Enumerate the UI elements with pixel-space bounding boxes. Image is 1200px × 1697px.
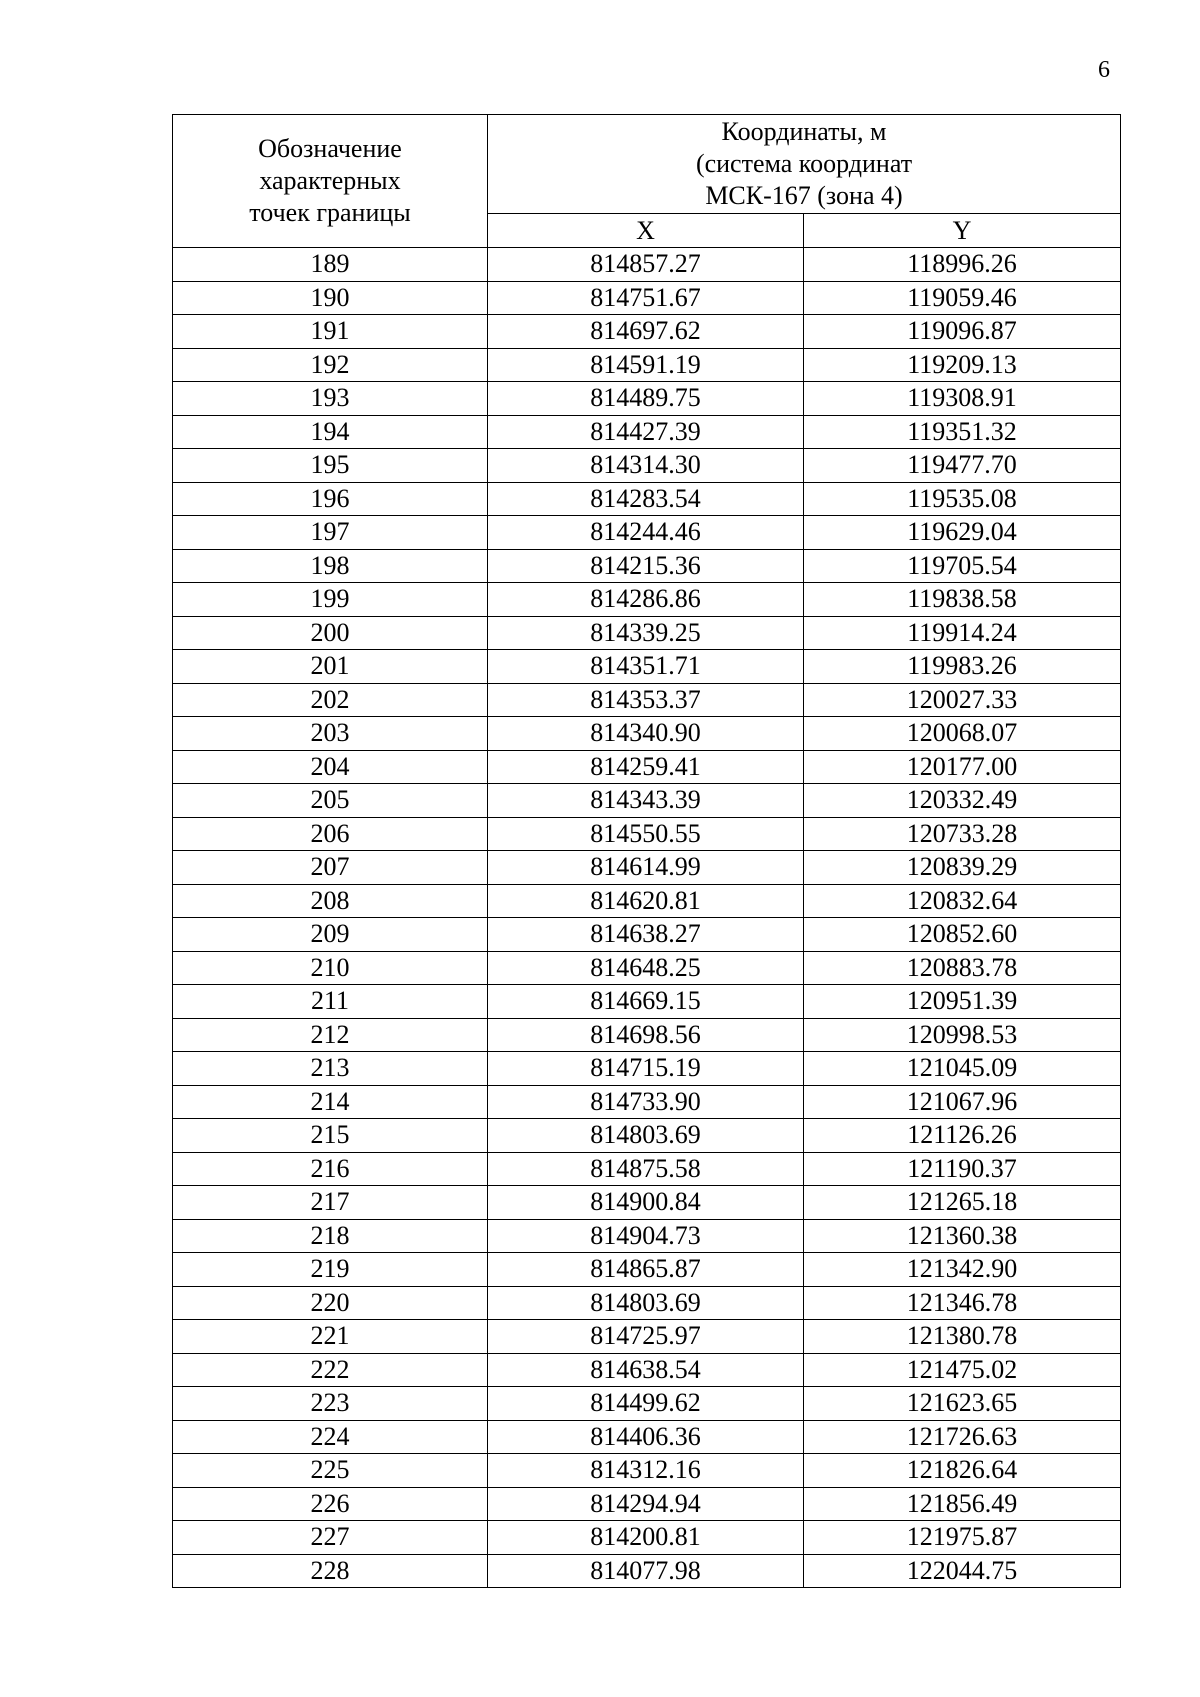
y-coordinate-cell: 121975.87	[804, 1521, 1121, 1555]
y-coordinate-cell: 119914.24	[804, 616, 1121, 650]
point-id-cell: 216	[173, 1152, 488, 1186]
point-id-cell: 203	[173, 717, 488, 751]
x-coordinate-cell: 814215.36	[488, 549, 804, 583]
table-row	[173, 1320, 1121, 1354]
y-column-header: Y	[804, 214, 1121, 248]
table-row	[173, 415, 1121, 449]
table-row	[173, 1353, 1121, 1387]
x-coordinate-cell: 814697.62	[488, 315, 804, 349]
coords-header-line-1: Координаты, м	[721, 117, 887, 146]
table-row	[173, 1554, 1121, 1588]
x-coordinate-cell: 814638.27	[488, 918, 804, 952]
table-row	[173, 1018, 1121, 1052]
x-coordinate-cell: 814406.36	[488, 1420, 804, 1454]
x-coordinate-cell: 814351.71	[488, 650, 804, 684]
point-id-cell: 189	[173, 248, 488, 282]
y-coordinate-cell: 121045.09	[804, 1052, 1121, 1086]
point-id-cell: 215	[173, 1119, 488, 1153]
table-row	[173, 650, 1121, 684]
x-coordinate-cell: 814489.75	[488, 382, 804, 416]
point-id-cell: 201	[173, 650, 488, 684]
point-id-cell: 208	[173, 884, 488, 918]
x-coordinate-cell: 814314.30	[488, 449, 804, 483]
point-id-cell: 223	[173, 1387, 488, 1421]
table-row	[173, 1420, 1121, 1454]
table-row	[173, 1253, 1121, 1287]
y-coordinate-cell: 121265.18	[804, 1186, 1121, 1220]
x-coordinate-cell: 814733.90	[488, 1085, 804, 1119]
y-coordinate-cell: 121726.63	[804, 1420, 1121, 1454]
y-coordinate-cell: 119096.87	[804, 315, 1121, 349]
point-id-cell: 217	[173, 1186, 488, 1220]
point-id-cell: 191	[173, 315, 488, 349]
table-row	[173, 717, 1121, 751]
x-coordinate-cell: 814875.58	[488, 1152, 804, 1186]
table-row	[173, 784, 1121, 818]
point-id-cell: 197	[173, 516, 488, 550]
y-coordinate-cell: 119059.46	[804, 281, 1121, 315]
table-row	[173, 985, 1121, 1019]
table-row	[173, 315, 1121, 349]
x-coordinate-cell: 814591.19	[488, 348, 804, 382]
x-coordinate-cell: 814751.67	[488, 281, 804, 315]
y-coordinate-cell: 120177.00	[804, 750, 1121, 784]
table-row	[173, 1152, 1121, 1186]
point-id-cell: 221	[173, 1320, 488, 1354]
table-row	[173, 683, 1121, 717]
point-id-cell: 207	[173, 851, 488, 885]
point-id-cell: 202	[173, 683, 488, 717]
x-coordinate-cell: 814715.19	[488, 1052, 804, 1086]
point-id-cell: 224	[173, 1420, 488, 1454]
coords-header-line-3: МСК-167 (зона 4)	[705, 181, 903, 210]
point-id-cell: 198	[173, 549, 488, 583]
table-row	[173, 281, 1121, 315]
point-id-cell: 225	[173, 1454, 488, 1488]
table-row	[173, 750, 1121, 784]
y-coordinate-cell: 122044.75	[804, 1554, 1121, 1588]
point-id-cell: 204	[173, 750, 488, 784]
x-coordinate-cell: 814427.39	[488, 415, 804, 449]
x-coordinate-cell: 814499.62	[488, 1387, 804, 1421]
table-row	[173, 449, 1121, 483]
point-id-cell: 192	[173, 348, 488, 382]
table-row	[173, 382, 1121, 416]
x-coordinate-cell: 814904.73	[488, 1219, 804, 1253]
y-coordinate-cell: 120839.29	[804, 851, 1121, 885]
point-id-cell: 218	[173, 1219, 488, 1253]
x-coordinate-cell: 814803.69	[488, 1119, 804, 1153]
table-row	[173, 248, 1121, 282]
y-coordinate-cell: 121360.38	[804, 1219, 1121, 1253]
table-row	[173, 549, 1121, 583]
table-row	[173, 1186, 1121, 1220]
x-coordinate-cell: 814857.27	[488, 248, 804, 282]
y-coordinate-cell: 121067.96	[804, 1085, 1121, 1119]
table-row	[173, 1487, 1121, 1521]
point-id-cell: 210	[173, 951, 488, 985]
table-row	[173, 1387, 1121, 1421]
point-id-cell: 193	[173, 382, 488, 416]
points-header-line-2: характерных	[259, 166, 401, 195]
x-coordinate-cell: 814698.56	[488, 1018, 804, 1052]
y-coordinate-cell: 118996.26	[804, 248, 1121, 282]
x-coordinate-cell: 814614.99	[488, 851, 804, 885]
point-id-cell: 219	[173, 1253, 488, 1287]
y-coordinate-cell: 119983.26	[804, 650, 1121, 684]
table-row	[173, 616, 1121, 650]
y-coordinate-cell: 121190.37	[804, 1152, 1121, 1186]
x-coordinate-cell: 814259.41	[488, 750, 804, 784]
point-id-cell: 214	[173, 1085, 488, 1119]
x-coordinate-cell: 814865.87	[488, 1253, 804, 1287]
point-id-cell: 211	[173, 985, 488, 1019]
y-coordinate-cell: 120852.60	[804, 918, 1121, 952]
point-id-cell: 195	[173, 449, 488, 483]
table-row	[173, 1521, 1121, 1555]
y-coordinate-cell: 119308.91	[804, 382, 1121, 416]
y-coordinate-cell: 119209.13	[804, 348, 1121, 382]
y-coordinate-cell: 120027.33	[804, 683, 1121, 717]
x-coordinate-cell: 814620.81	[488, 884, 804, 918]
page-number: 6	[1098, 57, 1110, 83]
y-coordinate-cell: 121475.02	[804, 1353, 1121, 1387]
x-coordinate-cell: 814283.54	[488, 482, 804, 516]
x-coordinate-cell: 814669.15	[488, 985, 804, 1019]
x-coordinate-cell: 814312.16	[488, 1454, 804, 1488]
y-coordinate-cell: 120733.28	[804, 817, 1121, 851]
y-coordinate-cell: 121346.78	[804, 1286, 1121, 1320]
point-id-cell: 194	[173, 415, 488, 449]
point-id-cell: 190	[173, 281, 488, 315]
point-id-cell: 200	[173, 616, 488, 650]
point-id-cell: 213	[173, 1052, 488, 1086]
coords-header-line-2: (система координат	[695, 149, 913, 178]
x-coordinate-cell: 814725.97	[488, 1320, 804, 1354]
points-header-line-3: точек границы	[249, 198, 411, 227]
table-row	[173, 817, 1121, 851]
coordinates-column-header	[488, 115, 1121, 214]
table-body	[173, 248, 1121, 1588]
table-row	[173, 1286, 1121, 1320]
table-row	[173, 884, 1121, 918]
x-coordinate-cell: 814077.98	[488, 1554, 804, 1588]
y-coordinate-cell: 120832.64	[804, 884, 1121, 918]
point-id-cell: 212	[173, 1018, 488, 1052]
x-coordinate-cell: 814340.90	[488, 717, 804, 751]
table-row	[173, 1085, 1121, 1119]
table-header	[173, 115, 1121, 248]
point-id-cell: 205	[173, 784, 488, 818]
point-id-cell: 196	[173, 482, 488, 516]
points-column-header	[173, 115, 488, 248]
table-row	[173, 951, 1121, 985]
x-coordinate-cell: 814294.94	[488, 1487, 804, 1521]
y-coordinate-cell: 120998.53	[804, 1018, 1121, 1052]
y-coordinate-cell: 121126.26	[804, 1119, 1121, 1153]
x-coordinate-cell: 814286.86	[488, 583, 804, 617]
y-coordinate-cell: 119838.58	[804, 583, 1121, 617]
table-row	[173, 918, 1121, 952]
y-coordinate-cell: 121380.78	[804, 1320, 1121, 1354]
x-coordinate-cell: 814353.37	[488, 683, 804, 717]
x-coordinate-cell: 814648.25	[488, 951, 804, 985]
point-id-cell: 209	[173, 918, 488, 952]
table-row	[173, 583, 1121, 617]
table-row	[173, 1119, 1121, 1153]
x-coordinate-cell: 814900.84	[488, 1186, 804, 1220]
x-coordinate-cell: 814200.81	[488, 1521, 804, 1555]
point-id-cell: 206	[173, 817, 488, 851]
y-coordinate-cell: 119705.54	[804, 549, 1121, 583]
y-coordinate-cell: 119477.70	[804, 449, 1121, 483]
x-coordinate-cell: 814550.55	[488, 817, 804, 851]
x-coordinate-cell: 814339.25	[488, 616, 804, 650]
x-coordinate-cell: 814803.69	[488, 1286, 804, 1320]
point-id-cell: 228	[173, 1554, 488, 1588]
point-id-cell: 199	[173, 583, 488, 617]
y-coordinate-cell: 120883.78	[804, 951, 1121, 985]
x-coordinate-cell: 814638.54	[488, 1353, 804, 1387]
y-coordinate-cell: 120068.07	[804, 717, 1121, 751]
table-row	[173, 516, 1121, 550]
table-row	[173, 1052, 1121, 1086]
y-coordinate-cell: 121623.65	[804, 1387, 1121, 1421]
point-id-cell: 227	[173, 1521, 488, 1555]
y-coordinate-cell: 121856.49	[804, 1487, 1121, 1521]
y-coordinate-cell: 119535.08	[804, 482, 1121, 516]
table-row	[173, 1219, 1121, 1253]
table-row	[173, 1454, 1121, 1488]
table-row	[173, 851, 1121, 885]
x-coordinate-cell: 814343.39	[488, 784, 804, 818]
x-column-header: X	[488, 214, 804, 248]
x-coordinate-cell: 814244.46	[488, 516, 804, 550]
y-coordinate-cell: 121342.90	[804, 1253, 1121, 1287]
points-header-line-1: Обозначение	[258, 134, 402, 163]
point-id-cell: 220	[173, 1286, 488, 1320]
y-coordinate-cell: 121826.64	[804, 1454, 1121, 1488]
coordinates-table	[172, 114, 1121, 1588]
y-coordinate-cell: 119351.32	[804, 415, 1121, 449]
point-id-cell: 226	[173, 1487, 488, 1521]
table-row	[173, 348, 1121, 382]
y-coordinate-cell: 120332.49	[804, 784, 1121, 818]
y-coordinate-cell: 119629.04	[804, 516, 1121, 550]
y-coordinate-cell: 120951.39	[804, 985, 1121, 1019]
table-row	[173, 482, 1121, 516]
point-id-cell: 222	[173, 1353, 488, 1387]
